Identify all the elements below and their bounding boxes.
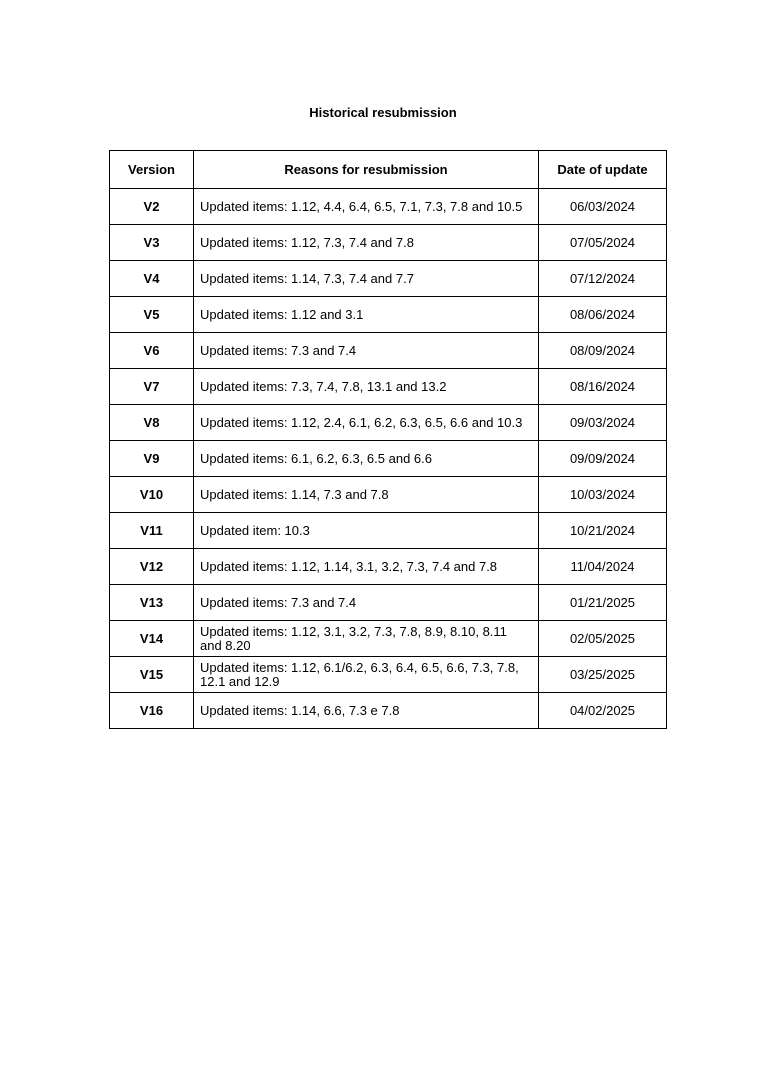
reason-cell: Updated items: 7.3, 7.4, 7.8, 13.1 and 13.2	[194, 369, 539, 405]
table-row	[110, 225, 667, 261]
version-cell: V16	[110, 693, 194, 729]
reason-cell: Updated items: 1.14, 7.3 and 7.8	[194, 477, 539, 513]
version-cell: V10	[110, 477, 194, 513]
version-cell: V7	[110, 369, 194, 405]
version-cell: V12	[110, 549, 194, 585]
table-row	[110, 621, 667, 657]
table-row	[110, 261, 667, 297]
reason-cell: Updated items: 1.12, 2.4, 6.1, 6.2, 6.3, 6.5, 6.6 and 10.3	[194, 405, 539, 441]
table-row	[110, 297, 667, 333]
date-cell: 10/21/2024	[539, 513, 667, 549]
date-cell: 09/03/2024	[539, 405, 667, 441]
date-cell: 09/09/2024	[539, 441, 667, 477]
version-cell: V3	[110, 225, 194, 261]
version-cell: V8	[110, 405, 194, 441]
table-row	[110, 405, 667, 441]
table-row	[110, 693, 667, 729]
header-date: Date of update	[539, 151, 667, 189]
date-cell: 01/21/2025	[539, 585, 667, 621]
header-reason: Reasons for resubmission	[194, 151, 539, 189]
table-row	[110, 333, 667, 369]
reason-cell: Updated items: 1.12, 7.3, 7.4 and 7.8	[194, 225, 539, 261]
table-header-row	[110, 151, 667, 189]
table-row	[110, 513, 667, 549]
version-cell: V14	[110, 621, 194, 657]
reason-cell: Updated items: 7.3 and 7.4	[194, 585, 539, 621]
date-cell: 03/25/2025	[539, 657, 667, 693]
reason-cell: Updated items: 1.12, 4.4, 6.4, 6.5, 7.1, 7.3, 7.8 and 10.5	[194, 189, 539, 225]
resubmission-table	[109, 150, 667, 729]
header-version: Version	[110, 151, 194, 189]
reason-cell: Updated items: 1.14, 7.3, 7.4 and 7.7	[194, 261, 539, 297]
reason-cell: Updated items: 1.12 and 3.1	[194, 297, 539, 333]
table-row	[110, 441, 667, 477]
table-row	[110, 549, 667, 585]
version-cell: V9	[110, 441, 194, 477]
table-row	[110, 585, 667, 621]
page-title: Historical resubmission	[309, 105, 457, 120]
reason-cell: Updated items: 1.12, 1.14, 3.1, 3.2, 7.3, 7.4 and 7.8	[194, 549, 539, 585]
reason-cell: Updated items: 1.12, 3.1, 3.2, 7.3, 7.8, 8.9, 8.10, 8.11 and 8.20	[194, 621, 539, 657]
date-cell: 02/05/2025	[539, 621, 667, 657]
date-cell: 10/03/2024	[539, 477, 667, 513]
version-cell: V6	[110, 333, 194, 369]
date-cell: 11/04/2024	[539, 549, 667, 585]
version-cell: V13	[110, 585, 194, 621]
table-row	[110, 369, 667, 405]
date-cell: 06/03/2024	[539, 189, 667, 225]
date-cell: 04/02/2025	[539, 693, 667, 729]
date-cell: 07/05/2024	[539, 225, 667, 261]
reason-cell: Updated item: 10.3	[194, 513, 539, 549]
date-cell: 08/09/2024	[539, 333, 667, 369]
version-cell: V11	[110, 513, 194, 549]
date-cell: 08/16/2024	[539, 369, 667, 405]
version-cell: V5	[110, 297, 194, 333]
date-cell: 08/06/2024	[539, 297, 667, 333]
reason-cell: Updated items: 1.14, 6.6, 7.3 e 7.8	[194, 693, 539, 729]
reason-cell: Updated items: 7.3 and 7.4	[194, 333, 539, 369]
reason-cell: Updated items: 1.12, 6.1/6.2, 6.3, 6.4, 6.5, 6.6, 7.3, 7.8, 12.1 and 12.9	[194, 657, 539, 693]
reason-cell: Updated items: 6.1, 6.2, 6.3, 6.5 and 6.6	[194, 441, 539, 477]
date-cell: 07/12/2024	[539, 261, 667, 297]
table-row	[110, 189, 667, 225]
version-cell: V4	[110, 261, 194, 297]
table-row	[110, 657, 667, 693]
version-cell: V15	[110, 657, 194, 693]
table-row	[110, 477, 667, 513]
version-cell: V2	[110, 189, 194, 225]
